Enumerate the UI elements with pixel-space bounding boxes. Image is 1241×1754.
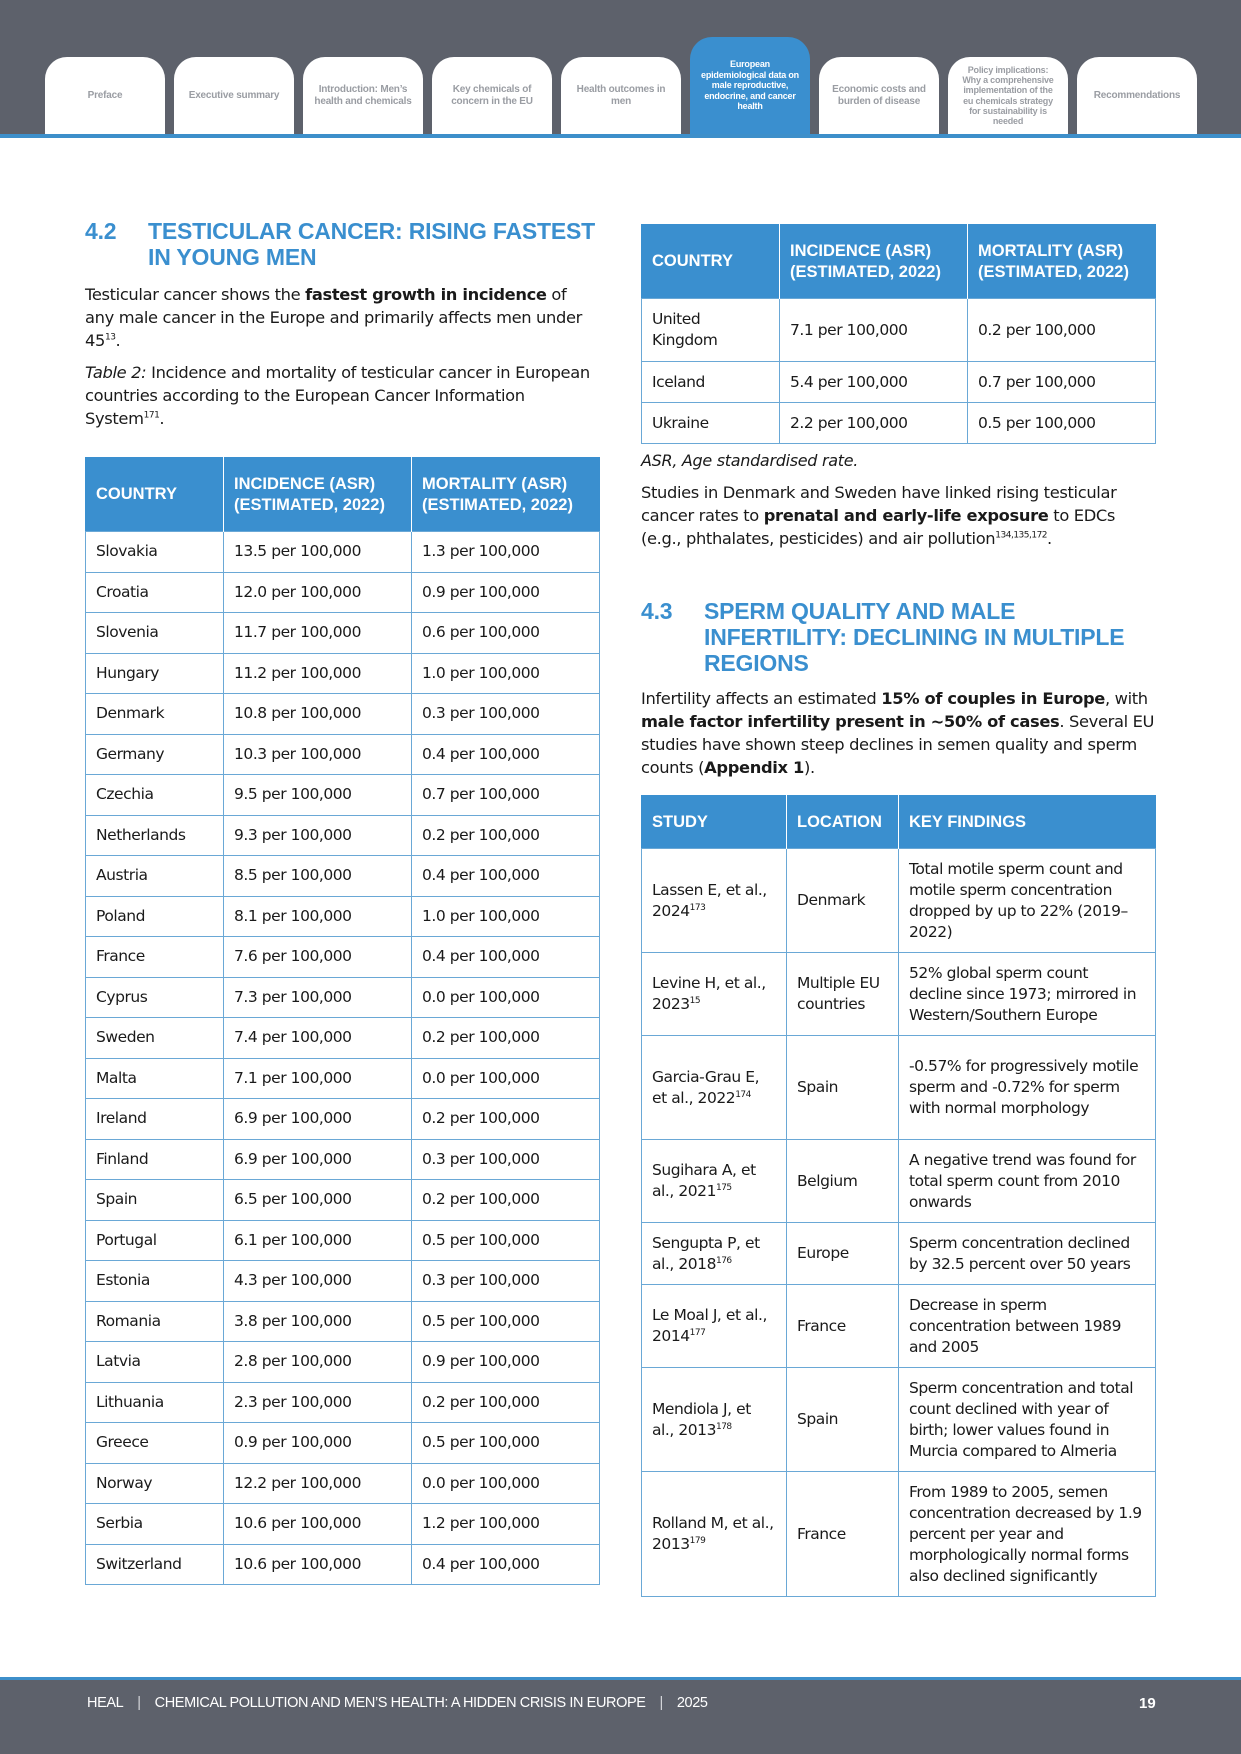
incidence-cell: 5.4 per 100,000 xyxy=(780,362,968,403)
incidence-cell: 10.3 per 100,000 xyxy=(224,734,412,775)
tab-preface[interactable] xyxy=(45,57,165,134)
table-row xyxy=(86,1463,600,1504)
mortality-cell: 0.9 per 100,000 xyxy=(412,572,600,613)
tab-health-outcomes[interactable] xyxy=(561,57,681,134)
footer-year: 2025 xyxy=(676,1695,708,1711)
column-header-mortality: MORTALITY (ASR) (ESTIMATED, 2022) xyxy=(968,225,1156,299)
mortality-cell: 0.7 per 100,000 xyxy=(412,775,600,816)
country-cell: Germany xyxy=(86,734,224,775)
table-row xyxy=(642,403,1156,444)
table-row xyxy=(86,1504,600,1545)
key-findings-cell: -0.57% for progressively motile sperm and -0.72% for sperm with normal morphology xyxy=(899,1036,1156,1140)
study-cell: Lassen E, et al., 2024$^{173}$ xyxy=(642,849,787,953)
table-row xyxy=(86,1180,600,1221)
incidence-cell: 12.2 per 100,000 xyxy=(224,1463,412,1504)
table-row xyxy=(86,572,600,613)
testicular-intro-paragraph: Testicular cancer shows the fastest growth in incidence of any male cancer in the Europe and primarily affects men under $45^{13}$. xyxy=(85,285,582,350)
table-row xyxy=(642,1036,1156,1140)
page-number: 19 xyxy=(1139,1695,1156,1712)
tab-recommendations[interactable] xyxy=(1077,57,1197,134)
mortality-cell: 0.4 per 100,000 xyxy=(412,734,600,775)
incidence-cell: 7.4 per 100,000 xyxy=(224,1018,412,1059)
incidence-cell: 3.8 per 100,000 xyxy=(224,1301,412,1342)
table-row xyxy=(86,1261,600,1302)
tab-label: Recommendations xyxy=(1093,89,1181,101)
country-cell: Netherlands xyxy=(86,815,224,856)
study-cell: Garcia-Grau E, et al., 2022$^{174}$ xyxy=(642,1036,787,1140)
key-findings-cell: 52% global sperm count decline since 1973; mirrored in Western/Southern Europe xyxy=(899,953,1156,1036)
section-number: 4.2 xyxy=(85,218,117,244)
section-4-2-heading xyxy=(85,218,599,270)
citation-ref: 13 xyxy=(105,332,116,343)
key-findings-cell: Total motile sperm count and motile sperm concentration dropped by up to 22% (2019–2022) xyxy=(899,849,1156,953)
citation-ref: 179 xyxy=(689,1535,706,1546)
key-findings-cell: A negative trend was found for total sperm count from 2010 onwards xyxy=(899,1140,1156,1223)
tab-label: Economic costs and burden of disease xyxy=(832,84,926,107)
mortality-cell: 0.0 per 100,000 xyxy=(412,1058,600,1099)
country-cell: Greece xyxy=(86,1423,224,1464)
table-row xyxy=(642,1368,1156,1472)
testicular-cancer-table xyxy=(85,457,600,1585)
country-cell: Cyprus xyxy=(86,977,224,1018)
citation-ref: 175 xyxy=(715,1182,732,1193)
tab-label: Introduction: Men’s health and chemicals xyxy=(314,84,412,107)
table-row xyxy=(642,953,1156,1036)
table-row xyxy=(86,694,600,735)
incidence-cell: 6.5 per 100,000 xyxy=(224,1180,412,1221)
country-cell: Ukraine xyxy=(642,403,780,444)
column-header-mortality: MORTALITY (ASR) (ESTIMATED, 2022) xyxy=(412,458,600,532)
table-row xyxy=(86,1301,600,1342)
incidence-cell: 12.0 per 100,000 xyxy=(224,572,412,613)
country-cell: Poland xyxy=(86,896,224,937)
table-row xyxy=(642,1223,1156,1285)
table-row xyxy=(86,937,600,978)
top-nav-divider xyxy=(0,134,1241,138)
incidence-cell: 13.5 per 100,000 xyxy=(224,532,412,573)
table-row xyxy=(86,1382,600,1423)
table-row xyxy=(642,1472,1156,1597)
mortality-cell: 0.5 per 100,000 xyxy=(968,403,1156,444)
incidence-cell: 6.9 per 100,000 xyxy=(224,1139,412,1180)
column-header-incidence: INCIDENCE (ASR) (ESTIMATED, 2022) xyxy=(224,458,412,532)
table-row xyxy=(86,1139,600,1180)
table-2-caption: Table 2: Incidence and mortality of testicular cancer in European countries according to the European Cancer Information System$^{171}$. xyxy=(85,363,590,428)
incidence-cell: 9.3 per 100,000 xyxy=(224,815,412,856)
mortality-cell: 0.6 per 100,000 xyxy=(412,613,600,654)
mortality-cell: 0.2 per 100,000 xyxy=(412,1180,600,1221)
asr-footnote: ASR, Age standardised rate. xyxy=(641,451,859,470)
table-header-row xyxy=(642,796,1156,849)
incidence-cell: 8.5 per 100,000 xyxy=(224,856,412,897)
table-row xyxy=(642,299,1156,362)
incidence-cell: 10.6 per 100,000 xyxy=(224,1544,412,1585)
country-cell: France xyxy=(86,937,224,978)
column-header-study: STUDY xyxy=(642,796,787,849)
country-cell: Slovenia xyxy=(86,613,224,654)
footer-report-title: CHEMICAL POLLUTION AND MEN’S HEALTH: A HIDDEN CRISIS IN EUROPE xyxy=(154,1695,646,1711)
tab-executive-summary[interactable] xyxy=(174,57,294,134)
citation-ref: 15 xyxy=(689,995,701,1006)
section-title: TESTICULAR CANCER: RISING FASTEST IN YOUNG MEN xyxy=(148,218,596,270)
table-row xyxy=(86,896,600,937)
incidence-cell: 2.3 per 100,000 xyxy=(224,1382,412,1423)
country-cell: Czechia xyxy=(86,775,224,816)
incidence-cell: 7.3 per 100,000 xyxy=(224,977,412,1018)
country-cell: Portugal xyxy=(86,1220,224,1261)
table-row xyxy=(642,362,1156,403)
right-column xyxy=(641,224,1155,1597)
incidence-cell: 10.6 per 100,000 xyxy=(224,1504,412,1545)
mortality-cell: 1.3 per 100,000 xyxy=(412,532,600,573)
mortality-cell: 0.9 per 100,000 xyxy=(412,1342,600,1383)
country-cell: Hungary xyxy=(86,653,224,694)
mortality-cell: 0.0 per 100,000 xyxy=(412,1463,600,1504)
country-cell: Ireland xyxy=(86,1099,224,1140)
tab-policy-implications[interactable] xyxy=(948,57,1068,134)
table-row xyxy=(86,613,600,654)
country-cell: Austria xyxy=(86,856,224,897)
country-cell: Spain xyxy=(86,1180,224,1221)
citation-ref: 173 xyxy=(689,902,706,913)
mortality-cell: 0.2 per 100,000 xyxy=(412,815,600,856)
citation-ref: 134,135,172 xyxy=(995,530,1048,541)
country-cell: Croatia xyxy=(86,572,224,613)
mortality-cell: 0.2 per 100,000 xyxy=(412,1382,600,1423)
table-row xyxy=(86,1544,600,1585)
table-row xyxy=(86,815,600,856)
table-row xyxy=(86,1018,600,1059)
tab-label: Executive summary xyxy=(188,89,280,101)
table-row xyxy=(86,653,600,694)
country-cell: Slovakia xyxy=(86,532,224,573)
country-cell: Latvia xyxy=(86,1342,224,1383)
country-cell: Romania xyxy=(86,1301,224,1342)
incidence-cell: 7.1 per 100,000 xyxy=(224,1058,412,1099)
table-header-row xyxy=(86,458,600,532)
citation-ref: 177 xyxy=(689,1327,706,1338)
table-row xyxy=(642,849,1156,953)
sperm-quality-studies-table xyxy=(641,795,1156,1597)
incidence-cell: 10.8 per 100,000 xyxy=(224,694,412,735)
mortality-cell: 0.2 per 100,000 xyxy=(968,299,1156,362)
infertility-intro-paragraph: Infertility affects an estimated 15% of couples in Europe, with male factor infertility present in ~50% of cases. Several EU studies have shown steep declines in semen quality and sperm counts (Appendix 1). xyxy=(641,689,1155,777)
location-cell: France xyxy=(787,1285,899,1368)
table-row xyxy=(86,1423,600,1464)
mortality-cell: 1.0 per 100,000 xyxy=(412,896,600,937)
mortality-cell: 0.4 per 100,000 xyxy=(412,856,600,897)
country-cell: Estonia xyxy=(86,1261,224,1302)
table-row xyxy=(642,1285,1156,1368)
mortality-cell: 0.3 per 100,000 xyxy=(412,694,600,735)
column-header-country: COUNTRY xyxy=(86,458,224,532)
tab-introduction[interactable] xyxy=(303,57,423,134)
table-row xyxy=(86,1058,600,1099)
table-row xyxy=(86,1342,600,1383)
testicular-cancer-table-continued xyxy=(641,224,1156,444)
key-findings-cell: From 1989 to 2005, semen concentration decreased by 1.9 percent per year and morphologically normal forms also declined significantly xyxy=(899,1472,1156,1597)
table-row xyxy=(86,734,600,775)
incidence-cell: 4.3 per 100,000 xyxy=(224,1261,412,1302)
section-4-3-heading xyxy=(641,598,1155,676)
tab-label: European epidemiological data on male reproductive, endocrine, and cancer health xyxy=(701,59,799,112)
tab-economic-costs[interactable] xyxy=(819,57,939,134)
key-findings-cell: Decrease in sperm concentration between 1989 and 2005 xyxy=(899,1285,1156,1368)
column-header-key-findings: KEY FINDINGS xyxy=(899,796,1156,849)
country-cell: Malta xyxy=(86,1058,224,1099)
location-cell: Denmark xyxy=(787,849,899,953)
mortality-cell: 0.2 per 100,000 xyxy=(412,1099,600,1140)
mortality-cell: 0.5 per 100,000 xyxy=(412,1301,600,1342)
incidence-cell: 0.9 per 100,000 xyxy=(224,1423,412,1464)
incidence-cell: 2.2 per 100,000 xyxy=(780,403,968,444)
table-row xyxy=(86,1099,600,1140)
incidence-cell: 7.6 per 100,000 xyxy=(224,937,412,978)
study-cell: Sengupta P, et al., 2018$^{176}$ xyxy=(642,1223,787,1285)
study-cell: Sugihara A, et al., 2021$^{175}$ xyxy=(642,1140,787,1223)
mortality-cell: 0.7 per 100,000 xyxy=(968,362,1156,403)
tab-key-chemicals[interactable] xyxy=(432,57,552,134)
page-footer xyxy=(0,1680,1241,1754)
location-cell: Belgium xyxy=(787,1140,899,1223)
incidence-cell: 6.9 per 100,000 xyxy=(224,1099,412,1140)
study-cell: Mendiola J, et al., 2013$^{178}$ xyxy=(642,1368,787,1472)
citation-ref: 171 xyxy=(143,410,160,421)
location-cell: Spain xyxy=(787,1368,899,1472)
studies-paragraph: Studies in Denmark and Sweden have linked rising testicular cancer rates to prenatal and early-life exposure to EDCs (e.g., phthalates, pesticides) and air pollution$^{134,135,172}$. xyxy=(641,483,1117,548)
footer-separator: | xyxy=(137,1695,141,1711)
table-row xyxy=(86,856,600,897)
table-row xyxy=(86,775,600,816)
location-cell: France xyxy=(787,1472,899,1597)
citation-ref: 178 xyxy=(715,1421,732,1432)
section-title: SPERM QUALITY AND MALE INFERTILITY: DECLINING IN MULTIPLE REGIONS xyxy=(704,598,1125,676)
country-cell: Norway xyxy=(86,1463,224,1504)
incidence-cell: 11.2 per 100,000 xyxy=(224,653,412,694)
section-number: 4.3 xyxy=(641,598,673,624)
tab-label: Preface xyxy=(87,89,123,101)
table-row xyxy=(86,977,600,1018)
study-cell: Le Moal J, et al., 2014$^{177}$ xyxy=(642,1285,787,1368)
mortality-cell: 0.4 per 100,000 xyxy=(412,1544,600,1585)
mortality-cell: 0.5 per 100,000 xyxy=(412,1220,600,1261)
mortality-cell: 0.3 per 100,000 xyxy=(412,1261,600,1302)
table-row xyxy=(642,1140,1156,1223)
mortality-cell: 1.2 per 100,000 xyxy=(412,1504,600,1545)
table-row xyxy=(86,532,600,573)
key-findings-cell: Sperm concentration and total count declined with year of birth; lower values found in Murcia compared to Almeria xyxy=(899,1368,1156,1472)
country-cell: Finland xyxy=(86,1139,224,1180)
country-cell: Serbia xyxy=(86,1504,224,1545)
country-cell: Switzerland xyxy=(86,1544,224,1585)
location-cell: Multiple EU countries xyxy=(787,953,899,1036)
column-header-location: LOCATION xyxy=(787,796,899,849)
location-cell: Europe xyxy=(787,1223,899,1285)
key-findings-cell: Sperm concentration declined by 32.5 percent over 50 years xyxy=(899,1223,1156,1285)
incidence-cell: 8.1 per 100,000 xyxy=(224,896,412,937)
mortality-cell: 0.5 per 100,000 xyxy=(412,1423,600,1464)
table-row xyxy=(86,1220,600,1261)
mortality-cell: 0.2 per 100,000 xyxy=(412,1018,600,1059)
country-cell: Iceland xyxy=(642,362,780,403)
tab-label: Health outcomes in men xyxy=(576,84,666,107)
left-column xyxy=(85,218,599,1585)
study-cell: Rolland M, et al., 2013$^{179}$ xyxy=(642,1472,787,1597)
table-header-row xyxy=(642,225,1156,299)
footer-separator: | xyxy=(659,1695,663,1711)
incidence-cell: 9.5 per 100,000 xyxy=(224,775,412,816)
country-cell: Lithuania xyxy=(86,1382,224,1423)
mortality-cell: 0.4 per 100,000 xyxy=(412,937,600,978)
incidence-cell: 7.1 per 100,000 xyxy=(780,299,968,362)
mortality-cell: 0.3 per 100,000 xyxy=(412,1139,600,1180)
incidence-cell: 6.1 per 100,000 xyxy=(224,1220,412,1261)
mortality-cell: 1.0 per 100,000 xyxy=(412,653,600,694)
country-cell: United Kingdom xyxy=(642,299,780,362)
country-cell: Sweden xyxy=(86,1018,224,1059)
column-header-incidence: INCIDENCE (ASR) (ESTIMATED, 2022) xyxy=(780,225,968,299)
incidence-cell: 11.7 per 100,000 xyxy=(224,613,412,654)
tab-label: Policy implications: Why a comprehensive implementation of the eu chemicals strategy for sustainability is needed xyxy=(962,64,1054,126)
footer-text xyxy=(87,1695,708,1711)
citation-ref: 176 xyxy=(715,1255,732,1266)
country-cell: Denmark xyxy=(86,694,224,735)
footer-org: HEAL xyxy=(87,1695,124,1711)
mortality-cell: 0.0 per 100,000 xyxy=(412,977,600,1018)
location-cell: Spain xyxy=(787,1036,899,1140)
study-cell: Levine H, et al., 2023$^{15}$ xyxy=(642,953,787,1036)
tab-european-epidemiological-data[interactable] xyxy=(690,37,810,134)
tab-label: Key chemicals of concern in the EU xyxy=(451,84,533,107)
incidence-cell: 2.8 per 100,000 xyxy=(224,1342,412,1383)
column-header-country: COUNTRY xyxy=(642,225,780,299)
citation-ref: 174 xyxy=(735,1089,751,1100)
